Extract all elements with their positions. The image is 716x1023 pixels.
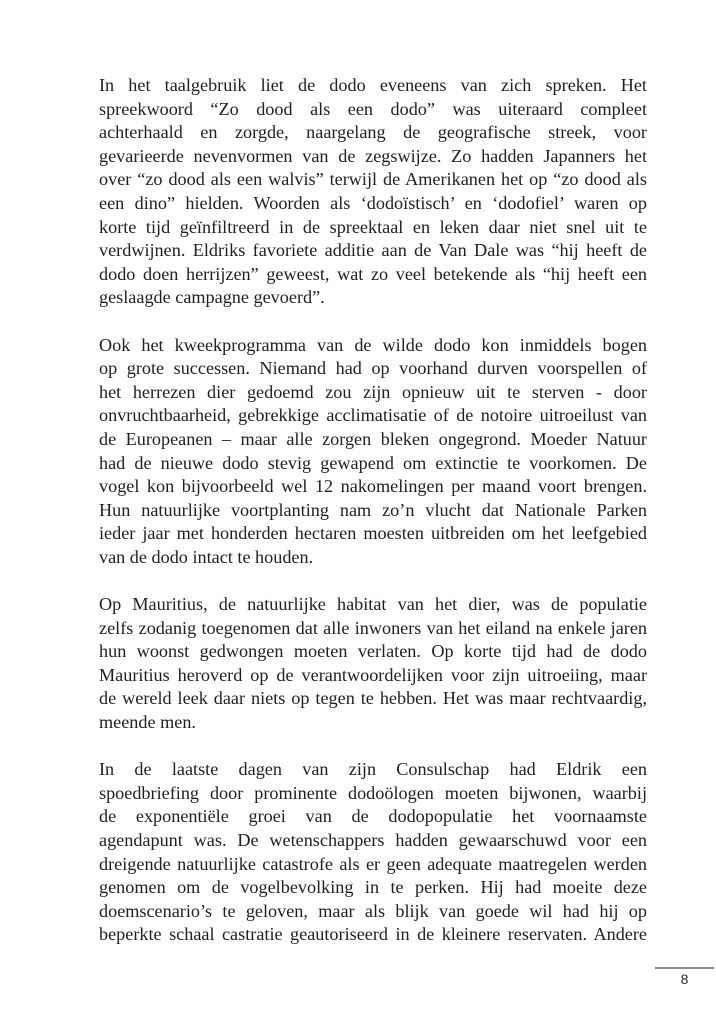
text-line: ieder jaar met honderden hectaren moesten uitbreiden om het leefgebied [99, 523, 647, 544]
page-number: 8 [680, 971, 689, 987]
text-line: Mauritius heroverd op de verantwoordelijken voor zijn uitroeiing, maar [99, 664, 647, 685]
text-line: over “zo dood als een walvis” terwijl de Amerikanen het op “zo dood als [99, 169, 647, 190]
text-line: meende men. [99, 712, 196, 733]
text-line: Ook het kweekprogramma van de wilde dodo kon inmiddels bogen [99, 334, 647, 355]
paragraph-1 [69, 74, 647, 310]
text-line: dodo doen herrijzen” geweest, wat zo veel betekende als “hij heeft een [99, 263, 647, 284]
text-line: dreigende natuurlijke catastrofe als er geen adequate maatregelen werden [99, 853, 647, 874]
paragraph-4 [69, 758, 647, 947]
text-line: vogel kon bijvoorbeeld wel 12 nakomelingen per maand voort brengen. [99, 476, 647, 497]
text-line: doemscenario’s te geloven, maar als blijk van goede wil had hij op [99, 900, 647, 921]
text-line: korte tijd geïnfiltreerd in de spreektaal en leken daar niet snel uit te [99, 216, 647, 237]
text-line: Op Mauritius, de natuurlijke habitat van het dier, was de populatie [99, 594, 647, 615]
text-line: een dino” hielden. Woorden als ‘dodoïstisch’ en ‘dodofiel’ waren op [99, 192, 647, 213]
footer-divider [655, 967, 714, 969]
text-line: zelfs zodanig toegenomen dat alle inwoners van het eiland na enkele jaren [99, 617, 647, 638]
page-body [69, 74, 647, 971]
text-line: beperkte schaal castratie geautoriseerd in de kleinere reservaten. Andere [99, 924, 647, 945]
text-line: hun woonst gedwongen moeten verlaten. Op korte tijd had de dodo [99, 641, 647, 662]
text-line: op grote successen. Niemand had op voorhand durven voorspellen of [99, 358, 647, 379]
text-line: het herrezen dier gedoemd zou zijn opnieuw uit te sterven - door [99, 381, 647, 402]
text-line: geslaagde campagne gevoerd”. [99, 287, 325, 308]
text-line: spreekwoord “Zo dood als een dodo” was uiteraard compleet [99, 98, 647, 119]
text-line: had de nieuwe dodo stevig gewapend om extinctie te voorkomen. De [99, 452, 647, 473]
text-line: Hun natuurlijke voortplanting nam zo’n vlucht dat Nationale Parken [99, 499, 647, 520]
text-line: spoedbriefing door prominente dodoölogen moeten bijwonen, waarbij [99, 782, 647, 803]
text-line: de exponentiële groei van de dodopopulatie het voornaamste [99, 806, 647, 827]
text-line: achterhaald en zorgde, naargelang de geografische streek, voor [99, 122, 647, 143]
text-line: de Europeanen – maar alle zorgen bleken ongegrond. Moeder Natuur [99, 428, 647, 449]
text-line: In de laatste dagen van zijn Consulschap had Eldrik een [99, 759, 647, 780]
text-line: onvruchtbaarheid, gebrekkige acclimatisatie of de notoire uitroeilust van [99, 405, 647, 426]
text-line: genomen om de vogelbevolking in te perken. Hij had moeite deze [99, 877, 647, 898]
text-line: agendapunt was. De wetenschappers hadden gewaarschuwd voor een [99, 830, 647, 850]
text-line: de wereld leek daar niets op tegen te hebben. Het was maar rechtvaardig, [99, 688, 647, 709]
paragraph-2 [69, 334, 647, 570]
paragraph-3 [69, 593, 647, 735]
text-line: In het taalgebruik liet de dodo eveneens van zich spreken. Het [99, 75, 647, 95]
text-line: gevarieerde nevenvormen van de zegswijze. Zo hadden Japanners het [99, 145, 647, 166]
text-line: verdwijnen. Eldriks favoriete additie aan de Van Dale was “hij heeft de [99, 240, 647, 261]
text-line: van de dodo intact te houden. [99, 546, 314, 567]
